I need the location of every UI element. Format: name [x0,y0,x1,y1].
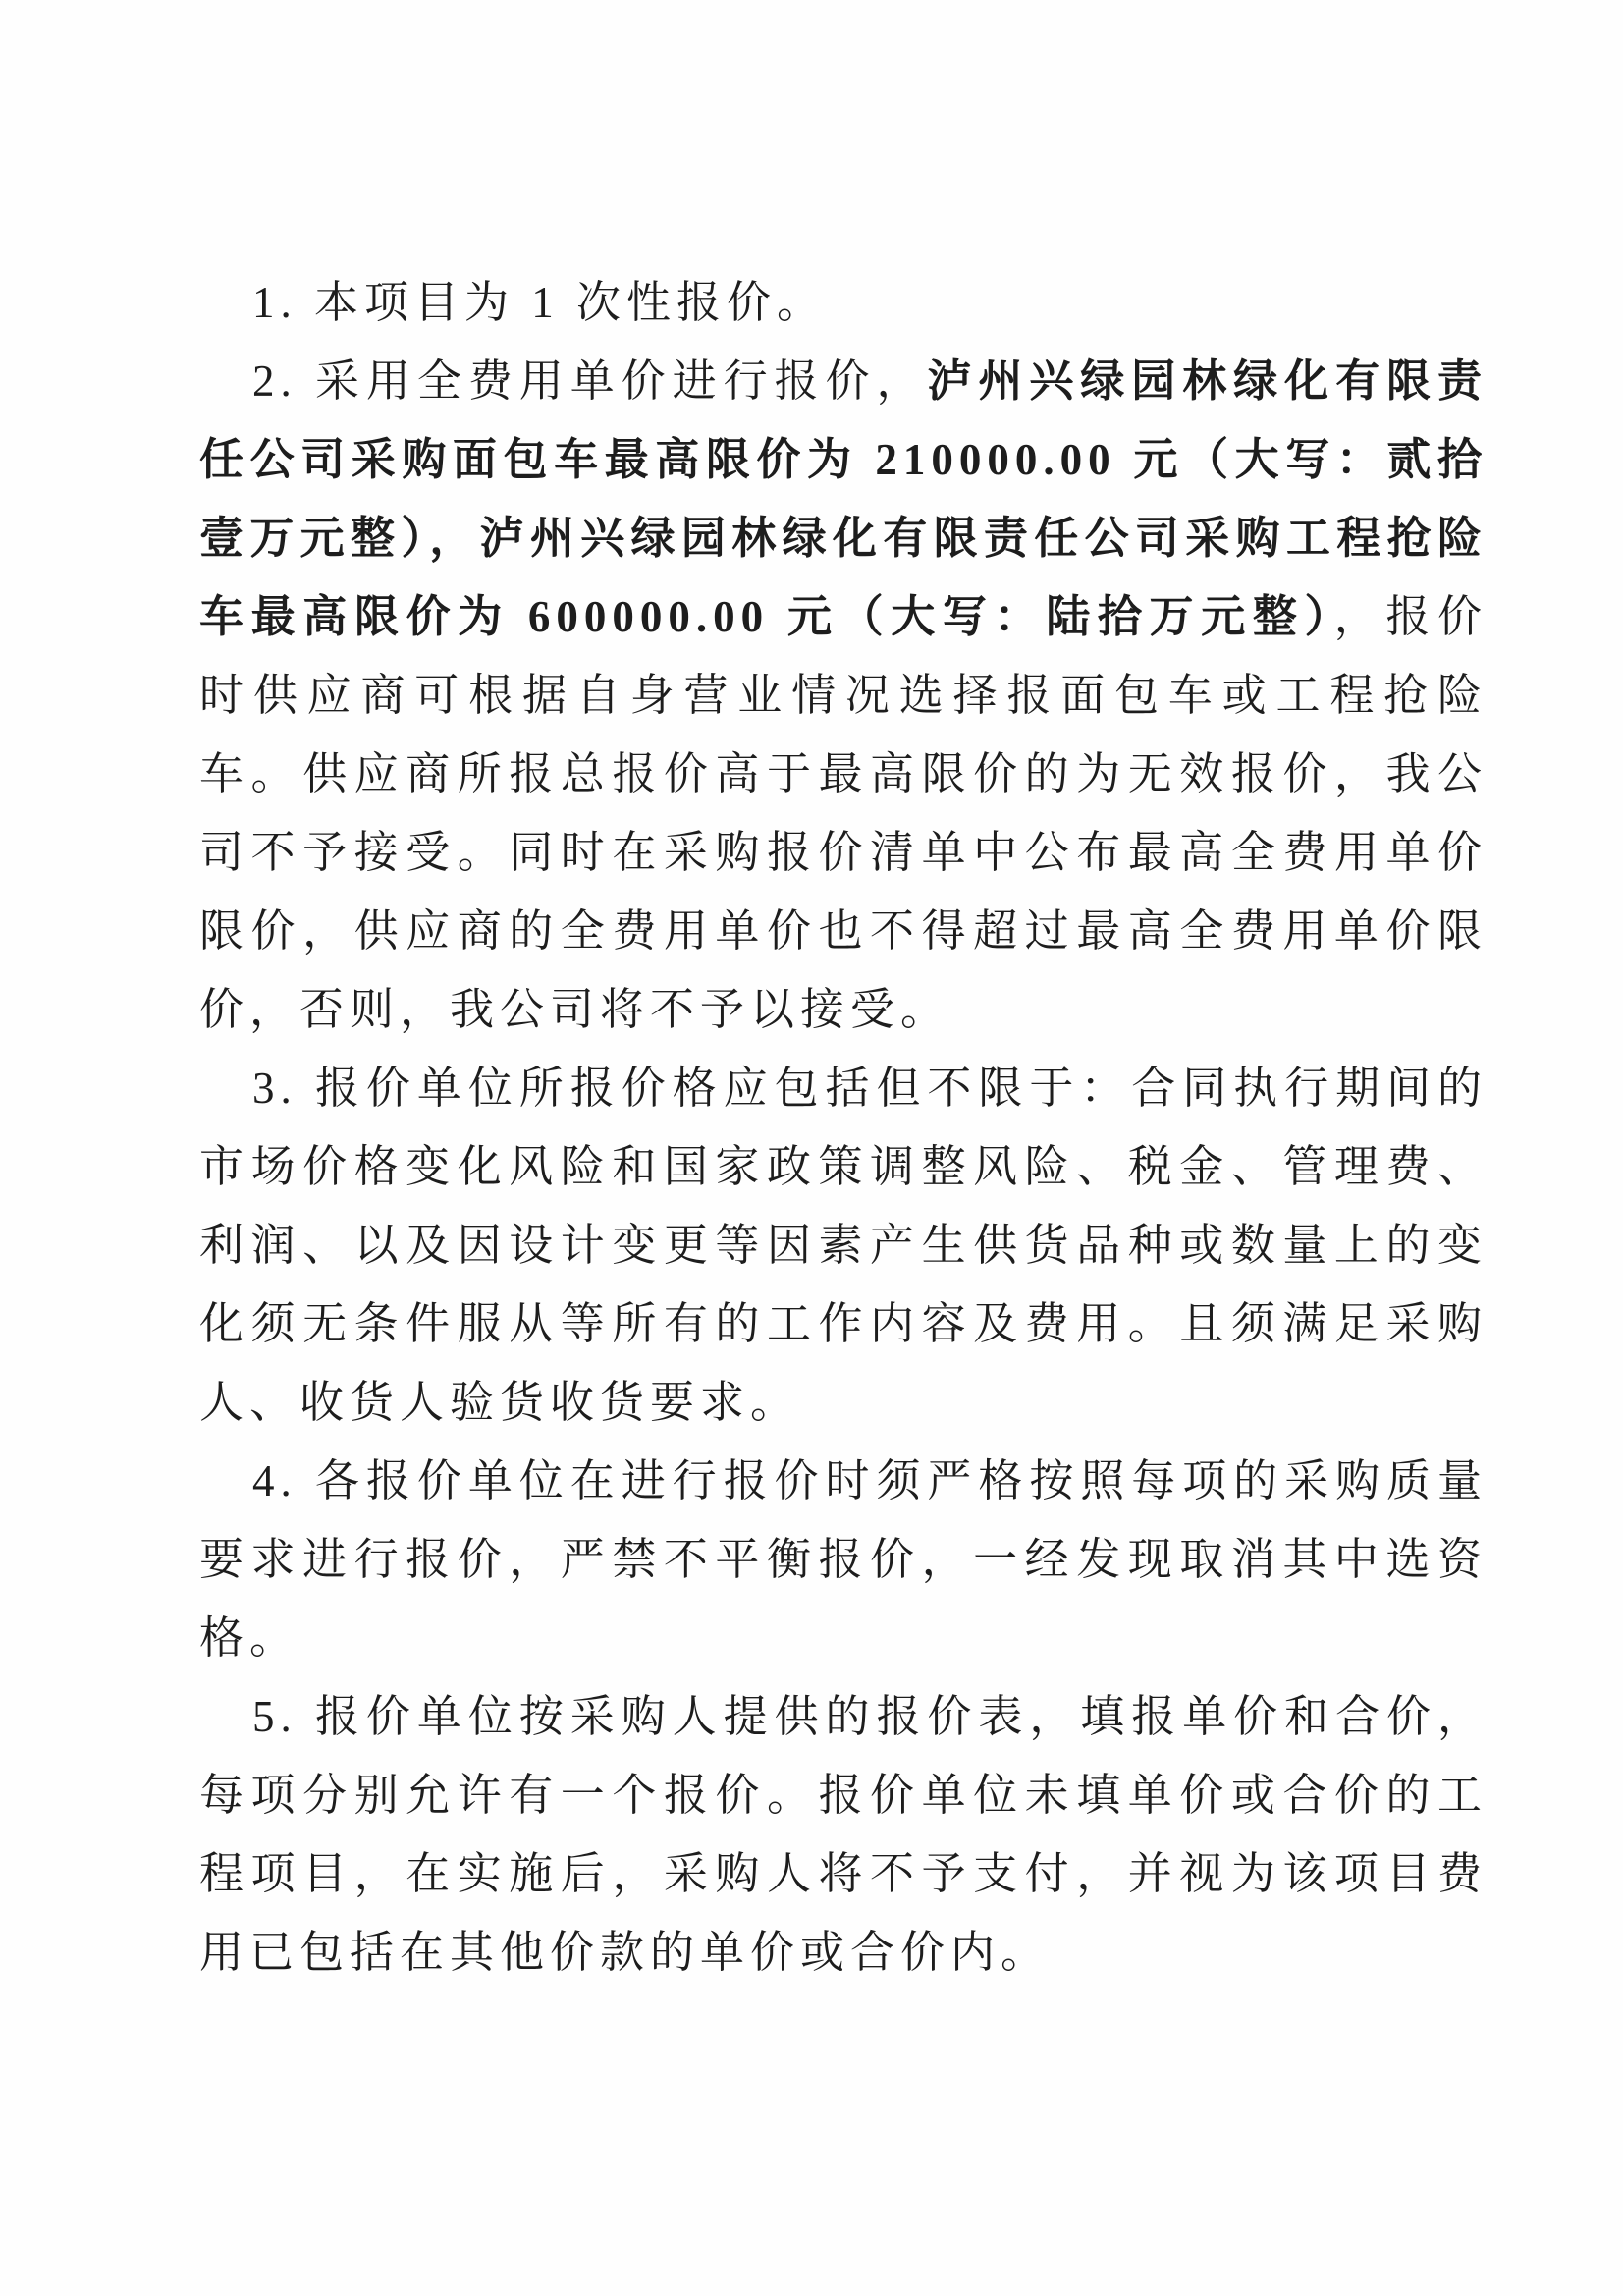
paragraph-1-text: 1. 本项目为 1 次性报价。 [252,278,828,327]
paragraph-2-price-limit-text: 泸州兴绿园林绿化有限责任公司采购面包车最高限价为 210000.00 元（大写：贰拾壹万元整），泸州兴绿园林绿化有限责任公司采购工程抢险车最高限价为 600000.00 元（大写：陆拾万元整） [199,356,1488,641]
paragraph-2 [199,342,1488,1049]
paragraph-3 [199,1049,1488,1442]
paragraph-5 [199,1677,1488,1992]
paragraph-1 [199,263,1488,342]
paragraph-2-rules-text: ，报价时供应商可根据自身营业情况选择报面包车或工程抢险车。供应商所报总报价高于最高限价的为无效报价，我公司不予接受。同时在采购报价清单中公布最高全费用单价限价，供应商的全费用单价也不得超过最高全费用单价限价，否则，我公司将不予以接受。 [199,592,1488,1034]
paragraph-2-intro-text: 2. 采用全费用单价进行报价， [252,356,928,406]
document-body [199,263,1488,1992]
paragraph-4 [199,1442,1488,1677]
paragraph-3-text: 3. 报价单位所报价格应包括但不限于：合同执行期间的市场价格变化风险和国家政策调整风险、税金、管理费、利润、以及因设计变更等因素产生供货品种或数量上的变化须无条件服从等所有的工作内容及费用。且须满足采购人、收货人验货收货要求。 [199,1064,1488,1427]
paragraph-4-text: 4. 各报价单位在进行报价时须严格按照每项的采购质量要求进行报价，严禁不平衡报价，一经发现取消其中选资格。 [199,1456,1488,1663]
paragraph-5-text: 5. 报价单位按采购人提供的报价表，填报单价和合价，每项分别允许有一个报价。报价单位未填单价或合价的工程项目，在实施后，采购人将不予支付，并视为该项目费用已包括在其他价款的单价或合价内。 [199,1692,1488,1977]
